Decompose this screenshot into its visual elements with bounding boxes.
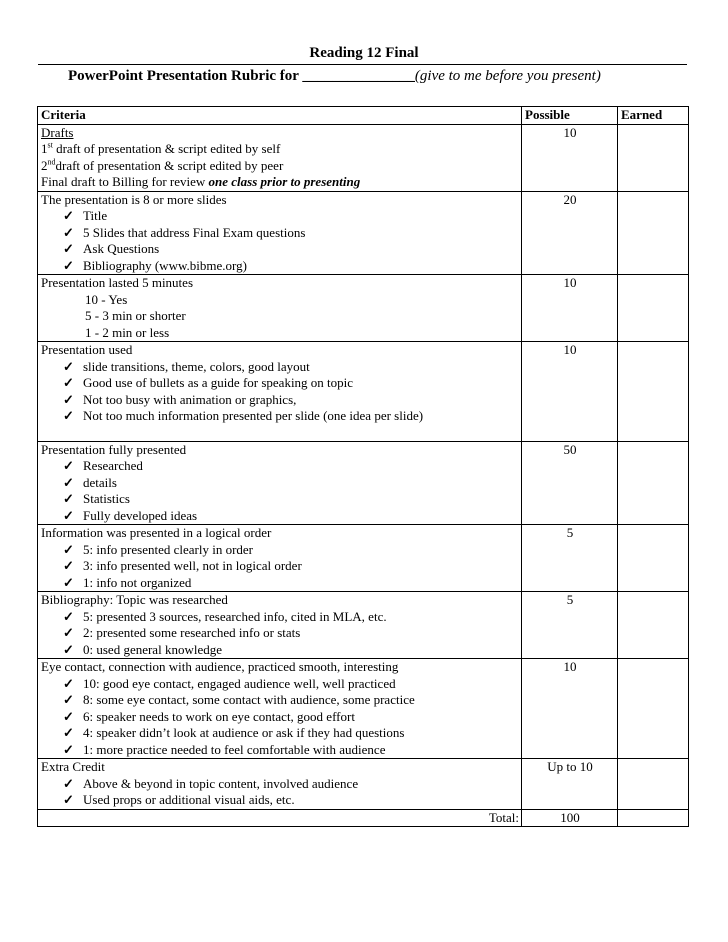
checklist-item: ✓ 0: used general knowledge — [63, 642, 519, 659]
total-possible: 100 — [522, 809, 618, 827]
page-subtitle — [68, 67, 601, 86]
table-row — [38, 191, 689, 275]
criteria-cell — [38, 525, 522, 592]
criteria-title: Drafts — [41, 124, 74, 140]
table-row — [38, 659, 689, 759]
checklist-item: ✓ Not too busy with animation or graphics, — [63, 392, 519, 409]
checklist-item: ✓ Bibliography (www.bibme.org) — [63, 258, 519, 275]
earned-cell — [618, 441, 689, 525]
earned-cell — [618, 525, 689, 592]
score-item: 5 - 3 min or shorter — [85, 308, 186, 323]
checklist-item: ✓ slide transitions, theme, colors, good layout — [63, 359, 519, 376]
subtitle-main: PowerPoint Presentation Rubric for _______________ — [68, 68, 415, 84]
earned-cell — [618, 342, 689, 442]
checklist-item: ✓ Title — [63, 208, 519, 225]
line-text: Final draft to Billing for review — [41, 174, 209, 189]
spacer — [41, 425, 519, 441]
earned-header: Earned — [618, 107, 689, 125]
criteria-cell — [38, 759, 522, 810]
checklist-item: ✓ 2: presented some researched info or stats — [63, 625, 519, 642]
earned-cell — [618, 275, 689, 342]
table-row — [38, 342, 689, 442]
checklist-item: ✓ Not too much information presented per slide (one idea per slide) — [63, 408, 519, 425]
line-text: draft of presentation & script edited by peer — [55, 157, 284, 173]
checklist-item: ✓ 4: speaker didn’t look at audience or ask if they had questions — [63, 725, 519, 742]
criteria-title: Presentation fully presented — [41, 441, 187, 457]
score-list — [41, 292, 519, 342]
criteria-cell — [38, 592, 522, 659]
table-row — [38, 592, 689, 659]
checklist-item: ✓ Ask Questions — [63, 241, 519, 258]
criteria-line — [41, 158, 519, 175]
possible-points: 10 — [522, 659, 618, 759]
checklist — [41, 542, 519, 592]
checklist-item: ✓ 5: presented 3 sources, researched info, cited in MLA, etc. — [63, 609, 519, 626]
checklist-item: ✓ 6: speaker needs to work on eye contact, good effort — [63, 709, 519, 726]
score-item: 1 - 2 min or less — [85, 324, 170, 340]
checklist-item: ✓ 5 Slides that address Final Exam questions — [63, 225, 519, 242]
table-row — [38, 124, 689, 191]
possible-points: 5 — [522, 525, 618, 592]
ordinal-number: 2 — [41, 157, 48, 173]
criteria-cell — [38, 275, 522, 342]
criteria-title: Information was presented in a logical order — [41, 525, 272, 540]
possible-points: 10 — [522, 342, 618, 442]
checklist-item: ✓ 3: info presented well, not in logical order — [63, 558, 519, 575]
checklist — [41, 676, 519, 759]
table-row — [38, 525, 689, 592]
checklist — [41, 359, 519, 425]
title-divider — [38, 64, 687, 65]
checklist-item: ✓ 1: info not organized — [63, 575, 519, 592]
criteria-cell — [38, 441, 522, 525]
page-title: Reading 12 Final — [309, 45, 419, 61]
checklist — [41, 776, 519, 809]
checklist-item: ✓ 1: more practice needed to feel comfortable with audience — [63, 742, 519, 759]
possible-points: 20 — [522, 191, 618, 275]
earned-cell — [618, 659, 689, 759]
ordinal-suffix: st — [47, 140, 53, 150]
table-row — [38, 441, 689, 525]
earned-cell — [618, 124, 689, 191]
possible-points: 10 — [522, 124, 618, 191]
checklist — [41, 208, 519, 274]
criteria-header: Criteria — [38, 107, 522, 125]
checklist-item: ✓ Fully developed ideas — [63, 508, 519, 525]
checklist — [41, 609, 519, 659]
criteria-cell — [38, 342, 522, 442]
criteria-cell — [38, 124, 522, 191]
ordinal-number: 1 — [41, 141, 48, 156]
criteria-title: Eye contact, connection with audience, practiced smooth, interesting — [41, 659, 399, 674]
total-label: Total: — [38, 809, 522, 827]
score-item: 10 - Yes — [85, 291, 128, 307]
line-text: draft of presentation & script edited by self — [52, 141, 281, 156]
possible-points: 5 — [522, 592, 618, 659]
line-emphasis: one class prior to presenting — [208, 174, 361, 189]
possible-header: Possible — [522, 107, 618, 125]
checklist — [41, 458, 519, 524]
earned-cell — [618, 592, 689, 659]
checklist-item: ✓ Above & beyond in topic content, involved audience — [63, 776, 519, 793]
checklist-item: ✓ Researched — [63, 458, 519, 475]
checklist-item: ✓ details — [63, 475, 519, 492]
criteria-cell — [38, 191, 522, 275]
criteria-title: Extra Credit — [41, 759, 105, 774]
criteria-title: The presentation is 8 or more slides — [41, 191, 227, 207]
checklist-item: ✓ 8: some eye contact, some contact with audience, some practice — [63, 692, 519, 709]
rubric-table — [37, 106, 689, 827]
possible-points: 50 — [522, 441, 618, 525]
table-row — [38, 275, 689, 342]
possible-points: 10 — [522, 275, 618, 342]
total-row — [38, 809, 689, 827]
criteria-cell — [38, 659, 522, 759]
criteria-title: Bibliography: Topic was researched — [41, 592, 228, 607]
criteria-title: Presentation lasted 5 minutes — [41, 275, 194, 290]
ordinal-suffix: nd — [47, 157, 56, 167]
checklist-item: ✓ Good use of bullets as a guide for speaking on topic — [63, 375, 519, 392]
criteria-line — [41, 141, 519, 158]
checklist-item: ✓ 10: good eye contact, engaged audience well, well practiced — [63, 676, 519, 693]
possible-points: Up to 10 — [522, 759, 618, 810]
criteria-title: Presentation used — [41, 342, 133, 357]
total-earned-cell — [618, 809, 689, 827]
header-row — [38, 107, 689, 125]
checklist-item: ✓ Used props or additional visual aids, etc. — [63, 792, 519, 809]
criteria-line — [41, 174, 519, 191]
checklist-item: ✓ Statistics — [63, 491, 519, 508]
table-row — [38, 759, 689, 810]
checklist-item: ✓ 5: info presented clearly in order — [63, 542, 519, 559]
earned-cell — [618, 191, 689, 275]
subtitle-note: (give to me before you present) — [414, 68, 601, 84]
earned-cell — [618, 759, 689, 810]
